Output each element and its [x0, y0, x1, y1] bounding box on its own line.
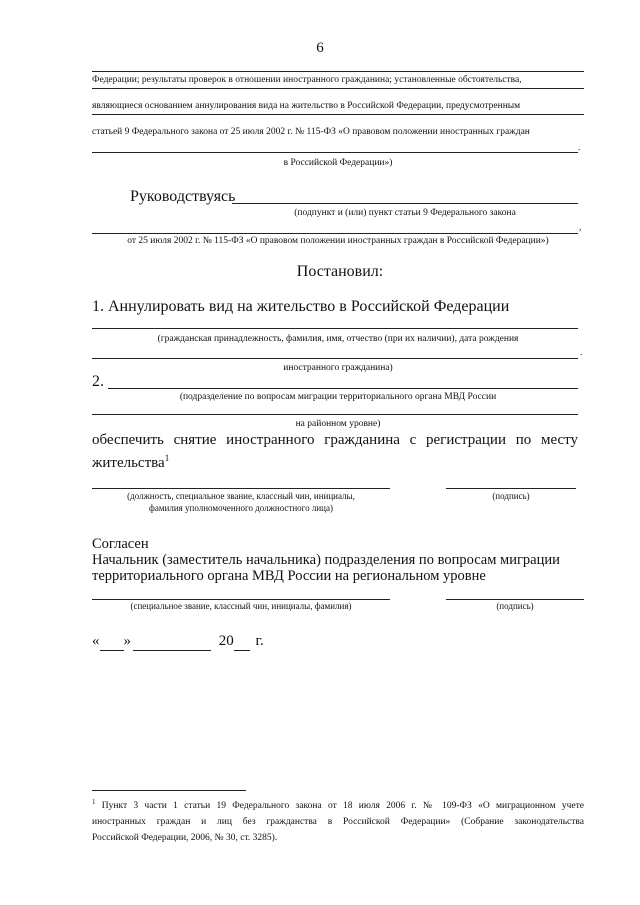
signature2-name-line	[92, 599, 390, 600]
item1-fill-line-1	[92, 328, 578, 329]
guided-fill-line	[232, 203, 578, 204]
signature1-name-line	[92, 488, 390, 489]
item1-text: 1. Аннулировать вид на жительство в Российской Федерации	[92, 298, 510, 315]
resolved-heading: Постановил:	[296, 263, 384, 280]
footnote-line-1-text: Пункт 3 части 1 статьи 19 Федерального закона от 18 июля 2006 г. № 109-ФЗ «О миграционном учете	[101, 801, 584, 812]
signature2-sign-line	[446, 599, 584, 600]
signature1-caption-right: (подпись)	[492, 491, 530, 501]
header-line-4-period: .	[578, 143, 581, 153]
guided-label: Руководствуясь	[130, 188, 236, 205]
date-line	[92, 633, 264, 651]
signature2-caption-right: (подпись)	[496, 601, 534, 611]
footnote-line-2: иностранных граждан и лиц без гражданства в Российской Федерации» (Собрание законодательства	[92, 817, 584, 828]
date-year-blank	[234, 633, 250, 651]
signature1-caption-left-2: фамилия уполномоченного должностного лица)	[149, 503, 333, 513]
signature1-caption-left-1: (должность, специальное звание, классный чин, инициалы,	[127, 491, 355, 501]
item2-number: 2.	[92, 373, 104, 390]
header-line-2: являющиеся основанием аннулирования вида на жительство в Российской Федерации, предусмотренным	[92, 101, 521, 111]
item1-caption-1: (гражданская принадлежность, фамилия, имя, отчество (при их наличии), дата рождения	[157, 334, 519, 344]
item2-text-line-1: обеспечить снятие иностранного гражданина с регистрации по месту	[92, 432, 578, 448]
guided-caption-1: (подпункт и (или) пункт статьи 9 Федерального закона	[294, 208, 516, 218]
agreed-line-2: территориального органа МВД России на региональном уровне	[92, 568, 486, 584]
date-year-suffix: г.	[255, 633, 264, 649]
footnote-line-1	[92, 796, 584, 812]
item2-fill-line-1	[108, 388, 578, 389]
header-rule-3	[92, 152, 578, 153]
header-line-3: статьей 9 Федерального закона от 25 июля 2002 г. № 115-ФЗ «О правовом положении иностранных граждан	[92, 127, 530, 137]
top-rule	[92, 71, 584, 72]
footnote-line-3: Российской Федерации, 2006, № 30, ст. 3285).	[92, 833, 278, 844]
item1-fill-line-2	[92, 358, 578, 359]
footnote	[92, 796, 584, 844]
item2-caption-2: на районном уровне)	[295, 419, 381, 429]
signature2-caption-left: (специальное звание, классный чин, инициалы, фамилия)	[130, 601, 352, 611]
guided-comma: ,	[579, 223, 582, 233]
date-year-prefix: 20	[218, 633, 234, 649]
header-line-1: Федерации; результаты проверок в отношении иностранного гражданина; установленные обстоятельства,	[92, 75, 522, 85]
footnote-marker: 1	[92, 798, 96, 806]
agreed-line-1: Начальник (заместитель начальника) подразделения по вопросам миграции	[92, 552, 560, 568]
header-line-5: в Российской Федерации»)	[283, 158, 393, 168]
header-rule-1	[92, 88, 584, 89]
item2-text-line-2-word: жительства	[92, 455, 165, 471]
item2-caption-1: (подразделение по вопросам миграции территориального органа МВД России	[179, 392, 497, 402]
footnote-reference: 1	[164, 453, 170, 463]
item2-fill-line-2	[92, 414, 578, 415]
guided-caption-2: от 25 июля 2002 г. № 115-ФЗ «О правовом положении иностранных граждан в Российской Федерации»)	[127, 236, 549, 246]
date-day-blank	[100, 633, 124, 651]
date-close-quote: »	[123, 633, 131, 649]
item2-text-line-2	[92, 449, 169, 472]
date-month-blank	[133, 633, 211, 651]
header-rule-2	[92, 114, 584, 115]
signature1-sign-line	[446, 488, 576, 489]
page-number: 6	[316, 40, 324, 56]
date-open-quote: «	[92, 633, 100, 649]
item1-period: .	[580, 348, 583, 358]
guided-fill-line-2	[92, 233, 578, 234]
footnote-separator	[92, 790, 246, 791]
item1-caption-2: иностранного гражданина)	[283, 363, 393, 373]
agreed-title: Согласен	[92, 536, 149, 552]
